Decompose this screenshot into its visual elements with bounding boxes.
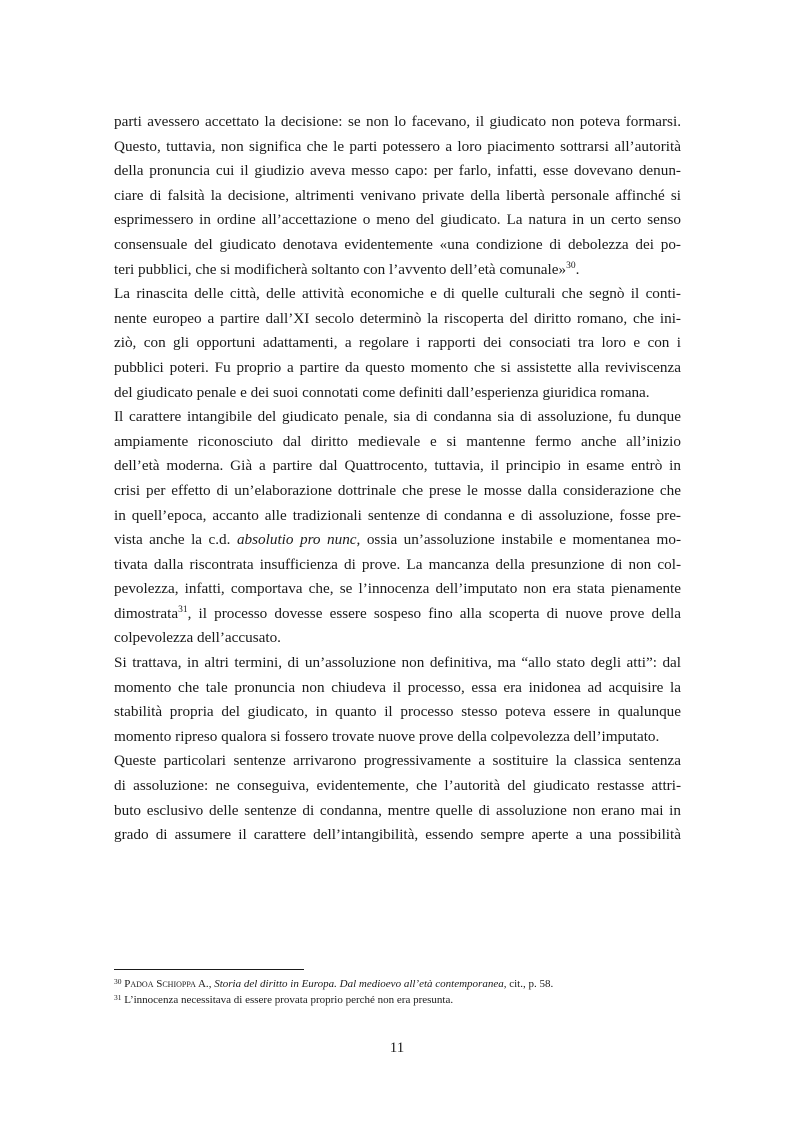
footnote-title: Storia del diritto in Europa. Dal medioevo all’età contemporanea: [214, 978, 504, 990]
text-segment: , ossia un’assoluzione instabile e momentanea mo-: [356, 531, 681, 549]
text-line: parti avessero accettato la decisione: se non lo facevano, il giudicato non poteva formarsi.: [114, 113, 681, 130]
footnotes: [114, 976, 681, 1008]
text-line: [114, 528, 681, 553]
text-line: del giudicato penale e dei suoi connotati come definiti dall’esperienza giuridica romana.: [114, 383, 650, 401]
page-number: 11: [389, 1040, 405, 1056]
text-segment: vista anche la c.d.: [114, 531, 237, 549]
text-segment: .: [575, 260, 580, 278]
footnote-ref-30[interactable]: 30: [566, 260, 576, 271]
text-segment: , cit., p. 58.: [503, 978, 554, 990]
footnote-separator: [114, 969, 304, 970]
text-line: buto esclusivo delle sentenze di condanna, mentre quelle di assoluzione non erano mai in: [114, 801, 681, 819]
text-segment: dimostrata: [114, 604, 179, 622]
text-segment: , il processo dovesse essere sospeso fino alla scoperta di nuove prove della: [187, 604, 681, 622]
text-segment: ,: [208, 978, 215, 990]
text-line: [114, 602, 681, 627]
text-line: Il carattere intangibile del giudicato penale, sia di condanna sia di assoluzione, fu dunque: [114, 408, 681, 426]
footnote-text: L’innocenza necessitava di essere provata proprio perché non era presunta.: [121, 994, 454, 1006]
latin-term: absolutio pro nunc: [236, 531, 357, 549]
text-segment: teri pubblici, che si modificherà soltanto con l’avvento dell’età comunale»: [114, 260, 567, 278]
text-line: [114, 258, 681, 283]
text-line: ampiamente riconosciuto dal diritto medievale e si mantenne fermo anche all’inizio: [114, 432, 681, 450]
text-line: pubblici poteri. Fu proprio a partire da questo momento che si assistette alla reviviscenza: [114, 358, 681, 376]
footnote-30: [114, 976, 681, 992]
text-line: Queste particolari sentenze arrivarono progressivamente a sostituire la classica sentenza: [114, 752, 681, 770]
footnote-number: 31: [114, 993, 122, 1002]
text-line: della pronuncia cui il giudizio aveva messo capo: per farlo, infatti, esse dovevano denun-: [114, 162, 681, 180]
text-line: tivata dalla riscontrata insufficienza di prove. La mancanza della presunzione di non col-: [114, 555, 681, 573]
text-line: ciare di falsità la decisione, altrimenti venivano private della libertà personale affinché si: [114, 186, 681, 204]
text-line: momento ripreso qualora si fossero trovate nuove prove della colpevolezza dell’imputato.: [114, 727, 660, 745]
text-line: esprimessero in ordine all’accettazione o meno del giudicato. La natura in un certo senso: [114, 211, 681, 229]
text-line: stabilità propria del giudicato, in quanto il processo stesso poteva essere in qualunque: [114, 703, 681, 721]
text-line: ziò, con gli opportuni adattamenti, a regolare i rapporti dei consociati tra loro e con i: [114, 334, 681, 352]
text-line: crisi per effetto di un’elaborazione dottrinale che prese le mosse dalla considerazione che: [114, 481, 681, 499]
text-line: pevolezza, infatti, comportava che, se l’innocenza dell’imputato non era stata pienamente: [114, 580, 681, 598]
text-line: in quell’epoca, accanto alle tradizionali sentenze di condanna e di assoluzione, fosse pre-: [114, 506, 681, 524]
text-line: di assoluzione: ne conseguiva, evidentemente, che l’autorità del giudicato restasse attri-: [114, 777, 681, 795]
text-line: La rinascita delle città, delle attività economiche e di quelle culturali che segnò il conti-: [114, 285, 681, 303]
text-line: Si trattava, in altri termini, di un’assoluzione non definitiva, ma “allo stato degli atti”: dal: [114, 654, 681, 672]
body-text: [114, 110, 681, 848]
footnote-number: 30: [114, 977, 122, 986]
footnote-author: Padoa Schioppa A.: [124, 978, 209, 990]
footnote-31: [114, 992, 681, 1008]
footnote-ref-31[interactable]: 31: [178, 604, 188, 615]
text-line: momento che tale pronuncia non chiudeva il processo, essa era inidonea ad acquisire la: [114, 678, 681, 696]
text-line: grado di assumere il carattere dell’intangibilità, essendo sempre aperte a una possibilità: [114, 826, 681, 844]
text-line: colpevolezza dell’accusato.: [114, 629, 281, 647]
text-line: Questo, tuttavia, non significa che le parti potessero a loro piacimento sottrarsi all’autorità: [114, 137, 681, 155]
text-line: dell’età moderna. Già a partire dal Quattrocento, tuttavia, il principio in esame entrò in: [114, 457, 681, 475]
text-line: consensuale del giudicato denotava evidentemente «una condizione di debolezza dei po-: [114, 235, 681, 253]
text-line: nente europeo a partire dall’XI secolo determinò la riscoperta del diritto romano, che ini-: [114, 309, 681, 327]
